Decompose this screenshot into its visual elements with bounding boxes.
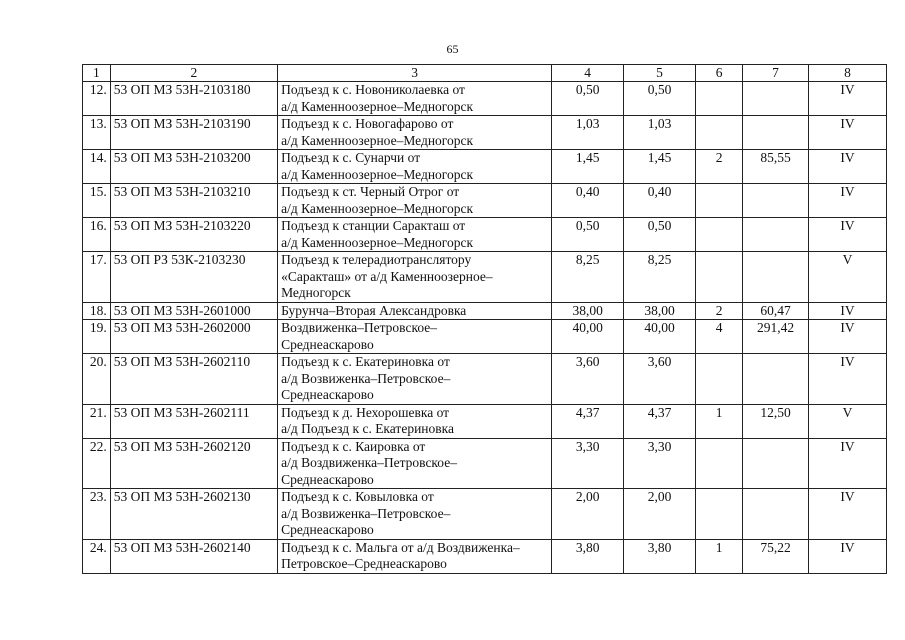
road-name: Подъезд к с. Екатериновка от а/д Возвиженка–Петровское– Среднеаскарово xyxy=(278,354,552,405)
length-value: 38,00 xyxy=(624,302,696,320)
length-value: 0,40 xyxy=(624,184,696,218)
length-total: 3,30 xyxy=(552,438,624,489)
road-name: Подъезд к телерадиотранслятору «Саракташ» от а/д Каменноозерное– Медногорск xyxy=(278,252,552,303)
length-total: 38,00 xyxy=(552,302,624,320)
row-number: 24. xyxy=(83,539,111,573)
road-name: Подъезд к с. Сунарчи от а/д Каменноозерное–Медногорск xyxy=(278,150,552,184)
road-category: IV xyxy=(808,489,886,540)
bridge-length: 60,47 xyxy=(743,302,809,320)
bridge-count: 1 xyxy=(695,404,742,438)
bridge-count: 2 xyxy=(695,150,742,184)
row-number: 13. xyxy=(83,116,111,150)
length-value: 3,30 xyxy=(624,438,696,489)
road-code: 53 ОП МЗ 53Н-2602000 xyxy=(110,320,277,354)
bridge-length xyxy=(743,184,809,218)
length-total: 0,50 xyxy=(552,218,624,252)
road-name: Подъезд к с. Новониколаевка от а/д Каменноозерное–Медногорск xyxy=(278,82,552,116)
table-row xyxy=(83,404,887,438)
row-number: 21. xyxy=(83,404,111,438)
length-total: 40,00 xyxy=(552,320,624,354)
bridge-length: 12,50 xyxy=(743,404,809,438)
table-row xyxy=(83,489,887,540)
column-header: 5 xyxy=(624,65,696,82)
road-category: V xyxy=(808,252,886,303)
road-category: IV xyxy=(808,184,886,218)
road-name: Бурунча–Вторая Александровка xyxy=(278,302,552,320)
road-category: IV xyxy=(808,320,886,354)
length-value: 8,25 xyxy=(624,252,696,303)
length-value: 4,37 xyxy=(624,404,696,438)
length-value: 40,00 xyxy=(624,320,696,354)
length-total: 8,25 xyxy=(552,252,624,303)
column-header: 3 xyxy=(278,65,552,82)
header-row xyxy=(83,65,887,82)
road-code: 53 ОП РЗ 53К-2103230 xyxy=(110,252,277,303)
page-number: 65 xyxy=(446,42,459,56)
bridge-length xyxy=(743,82,809,116)
bridge-count xyxy=(695,252,742,303)
length-value: 3,80 xyxy=(624,539,696,573)
road-category: V xyxy=(808,404,886,438)
road-category: IV xyxy=(808,218,886,252)
road-name: Подъезд к с. Мальга от а/д Воздвиженка– Петровское–Среднеаскарово xyxy=(278,539,552,573)
bridge-count xyxy=(695,354,742,405)
road-name: Подъезд к станции Саракташ от а/д Каменноозерное–Медногорск xyxy=(278,218,552,252)
road-code: 53 ОП МЗ 53Н-2103180 xyxy=(110,82,277,116)
row-number: 22. xyxy=(83,438,111,489)
row-number: 18. xyxy=(83,302,111,320)
length-value: 2,00 xyxy=(624,489,696,540)
road-name: Подъезд к ст. Черный Отрог от а/д Каменноозерное–Медногорск xyxy=(278,184,552,218)
road-code: 53 ОП МЗ 53Н-2602120 xyxy=(110,438,277,489)
road-category: IV xyxy=(808,302,886,320)
table-row xyxy=(83,302,887,320)
length-value: 1,45 xyxy=(624,150,696,184)
column-header: 1 xyxy=(83,65,111,82)
road-name: Воздвиженка–Петровское– Среднеаскарово xyxy=(278,320,552,354)
road-category: IV xyxy=(808,116,886,150)
bridge-count: 1 xyxy=(695,539,742,573)
bridge-count: 4 xyxy=(695,320,742,354)
bridge-count xyxy=(695,489,742,540)
road-code: 53 ОП МЗ 53Н-2103210 xyxy=(110,184,277,218)
road-name: Подъезд к д. Нехорошевка от а/д Подъезд к с. Екатериновка xyxy=(278,404,552,438)
table-row xyxy=(83,438,887,489)
bridge-count xyxy=(695,438,742,489)
length-value: 3,60 xyxy=(624,354,696,405)
column-header: 6 xyxy=(695,65,742,82)
road-code: 53 ОП МЗ 53Н-2602140 xyxy=(110,539,277,573)
row-number: 16. xyxy=(83,218,111,252)
length-total: 3,80 xyxy=(552,539,624,573)
table-row xyxy=(83,150,887,184)
bridge-length: 85,55 xyxy=(743,150,809,184)
length-total: 1,03 xyxy=(552,116,624,150)
column-header: 2 xyxy=(110,65,277,82)
table-row xyxy=(83,320,887,354)
table-row xyxy=(83,82,887,116)
bridge-length xyxy=(743,116,809,150)
bridge-count xyxy=(695,82,742,116)
bridge-count: 2 xyxy=(695,302,742,320)
table-row xyxy=(83,184,887,218)
length-total: 0,50 xyxy=(552,82,624,116)
bridge-length xyxy=(743,489,809,540)
table-body xyxy=(83,82,887,574)
bridge-length xyxy=(743,218,809,252)
row-number: 15. xyxy=(83,184,111,218)
length-total: 4,37 xyxy=(552,404,624,438)
road-name: Подъезд к с. Ковыловка от а/д Возвиженка–Петровское– Среднеаскарово xyxy=(278,489,552,540)
row-number: 23. xyxy=(83,489,111,540)
row-number: 14. xyxy=(83,150,111,184)
road-code: 53 ОП МЗ 53Н-2602111 xyxy=(110,404,277,438)
table-row xyxy=(83,539,887,573)
roads-table xyxy=(82,64,887,574)
table-row xyxy=(83,354,887,405)
road-code: 53 ОП МЗ 53Н-2103190 xyxy=(110,116,277,150)
road-name: Подъезд к с. Новогафарово от а/д Каменноозерное–Медногорск xyxy=(278,116,552,150)
length-value: 0,50 xyxy=(624,218,696,252)
bridge-count xyxy=(695,218,742,252)
bridge-count xyxy=(695,116,742,150)
road-code: 53 ОП МЗ 53Н-2103220 xyxy=(110,218,277,252)
road-code: 53 ОП МЗ 53Н-2602130 xyxy=(110,489,277,540)
table-row xyxy=(83,252,887,303)
column-header: 8 xyxy=(808,65,886,82)
road-category: IV xyxy=(808,539,886,573)
row-number: 20. xyxy=(83,354,111,405)
length-total: 3,60 xyxy=(552,354,624,405)
road-category: IV xyxy=(808,82,886,116)
row-number: 19. xyxy=(83,320,111,354)
row-number: 12. xyxy=(83,82,111,116)
table-row xyxy=(83,218,887,252)
column-header: 7 xyxy=(743,65,809,82)
road-code: 53 ОП МЗ 53Н-2103200 xyxy=(110,150,277,184)
length-total: 1,45 xyxy=(552,150,624,184)
length-value: 1,03 xyxy=(624,116,696,150)
road-category: IV xyxy=(808,150,886,184)
table-row xyxy=(83,116,887,150)
bridge-length: 291,42 xyxy=(743,320,809,354)
bridge-count xyxy=(695,184,742,218)
road-code: 53 ОП МЗ 53Н-2602110 xyxy=(110,354,277,405)
bridge-length xyxy=(743,438,809,489)
length-total: 0,40 xyxy=(552,184,624,218)
road-category: IV xyxy=(808,438,886,489)
road-code: 53 ОП МЗ 53Н-2601000 xyxy=(110,302,277,320)
row-number: 17. xyxy=(83,252,111,303)
bridge-length xyxy=(743,354,809,405)
bridge-length: 75,22 xyxy=(743,539,809,573)
road-category: IV xyxy=(808,354,886,405)
column-header: 4 xyxy=(552,65,624,82)
length-value: 0,50 xyxy=(624,82,696,116)
road-name: Подъезд к с. Каировка от а/д Воздвиженка–Петровское– Среднеаскарово xyxy=(278,438,552,489)
length-total: 2,00 xyxy=(552,489,624,540)
bridge-length xyxy=(743,252,809,303)
